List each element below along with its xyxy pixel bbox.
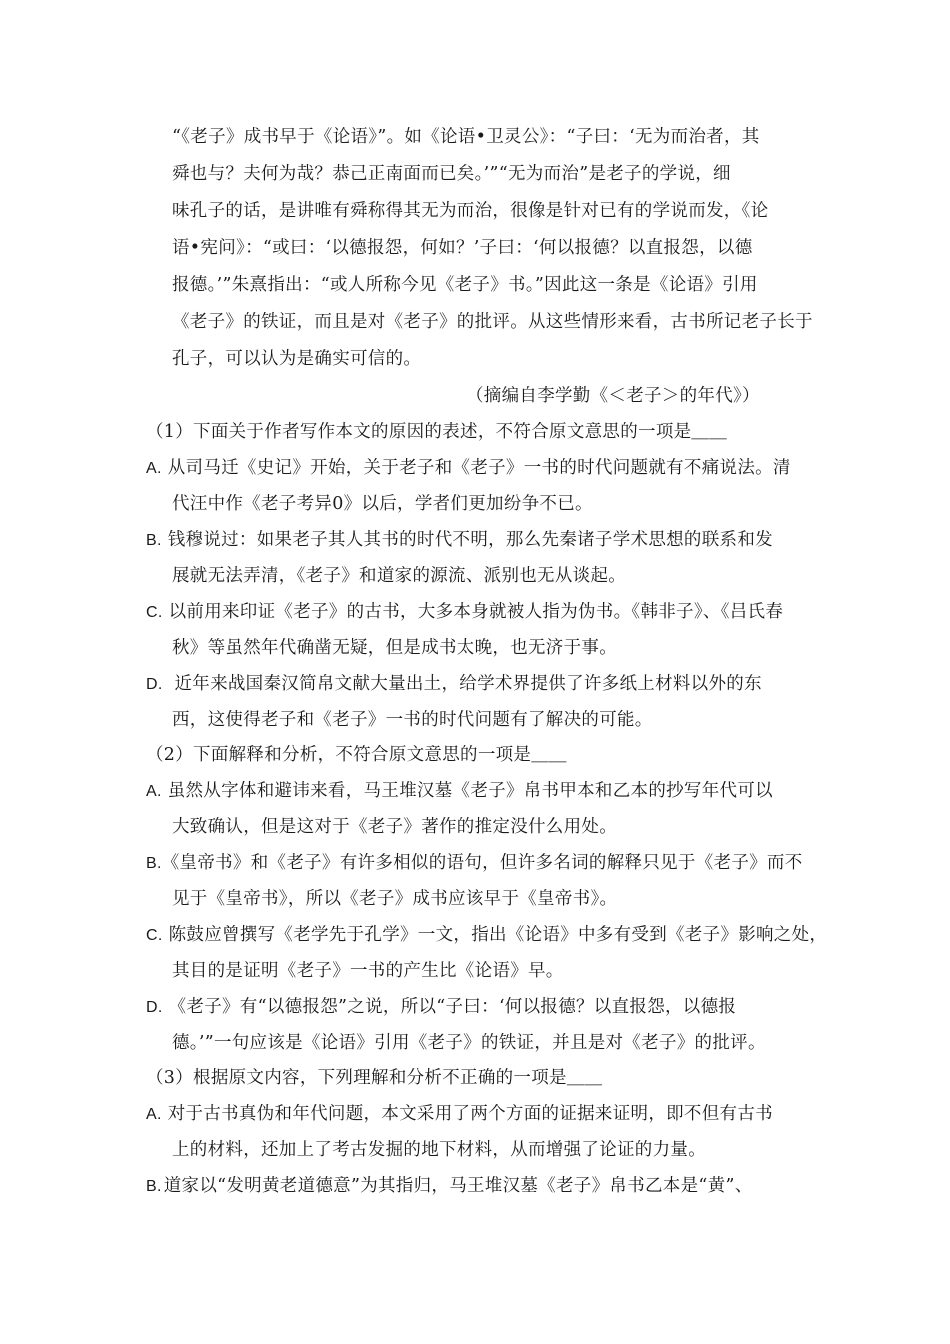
option-text-cont: 大致确认，但是这对于《老子》著作的推定没什么用处。 [172,817,617,837]
option-text: 以前用来印证《老子》的古书，大多本身就被人指为伪书。《韩非子》、《吕氏春 [168,602,784,622]
option-text: 虽然从字体和避讳来看，马王堆汉墓《老子》帛书甲本和乙本的抄写年代可以 [167,781,773,801]
passage-line: 报德。’”朱熹指出：“或人所称今见《老子》书。”因此这一条是《论语》引用 [172,275,758,295]
option-text-cont: 德。’”一句应该是《论语》引用《老子》的铁证，并且是对《老子》的批评。 [172,1033,766,1053]
passage-source: （摘编自李学勤《＜老子＞的年代》） [466,386,760,406]
option-text-cont: 其目的是证明《老子》一书的产生比《论语》早。 [172,961,564,981]
option-c [146,600,783,625]
passage-line: 孔子，可以认为是确实可信的。 [172,349,422,369]
passage-line: 《老子》的铁证，而且是对《老子》的批评。从这些情形来看，古书所记老子长于 [172,312,813,332]
question-stem: （3）根据原文内容，下列理解和分析不正确的一项是＿＿ [146,1068,603,1088]
option-b [146,851,803,876]
option-text-cont: 展就无法弄清，《老子》和道家的源流、派别也无从谈起。 [172,566,627,586]
option-letter: D. [146,999,163,1016]
option-letter: B. [146,855,162,872]
option-d [146,672,762,697]
option-a [146,1102,773,1127]
option-text: 《皇帝书》和《老子》有许多相似的语句，但许多名词的解释只见于《老子》而不 [161,853,803,873]
question-stem: （2）下面解释和分析，不符合原文意思的一项是＿＿ [146,745,567,765]
option-c [146,923,827,948]
passage-line: 语•宪问》：“或曰：‘以德报怨，何如？’子曰：‘何以报德？以直报怨，以德 [172,238,753,258]
option-letter: D. [146,676,163,693]
option-text-cont: 见于《皇帝书》，所以《老子》成书应该早于《皇帝书》。 [172,889,618,909]
option-letter: B. [146,532,162,549]
option-letter: A. [146,1106,162,1123]
option-b [146,1174,753,1199]
option-d [146,995,736,1020]
option-text-cont: 秋》等虽然年代确凿无疑，但是成书太晚，也无济于事。 [172,638,617,658]
option-letter: A. [146,783,162,800]
option-text: 近年来战国秦汉简帛文献大量出土，给学术界提供了许多纸上材料以外的东 [168,674,762,694]
option-letter: C. [146,604,163,621]
option-text-cont: 代汪中作《老子考异0》以后，学者们更加纷争不已。 [172,494,593,514]
option-text-cont: 西，这使得老子和《老子》一书的时代问题有了解决的可能。 [172,710,653,730]
option-letter: C. [146,927,163,944]
option-letter: B. [146,1178,162,1195]
option-a [146,779,773,804]
option-a [146,456,791,481]
option-text: 陈鼓应曾撰写《老学先于孔学》一文，指出《论语》中多有受到《老子》影响之处， [168,925,828,945]
option-letter: A. [146,460,162,477]
option-b [146,528,773,553]
option-text: 道家以“发明黄老道德意”为其指归，马王堆汉墓《老子》帛书乙本是“黄”、 [163,1176,753,1196]
option-text: 从司马迁《史记》开始，关于老子和《老子》一书的时代问题就有不痛说法。清 [167,458,791,478]
passage-line: 味孔子的话，是讲唯有舜称得其无为而治，很像是针对已有的学说而发，《论 [172,201,769,221]
question-stem: （1）下面关于作者写作本文的原因的表述，不符合原文意思的一项是＿＿ [146,422,728,442]
option-text-cont: 上的材料，还加上了考古发掘的地下材料，从而增强了论证的力量。 [172,1140,706,1160]
option-text: 对于古书真伪和年代问题，本文采用了两个方面的证据来证明，即不但有古书 [167,1104,773,1124]
option-text: 《老子》有“以德报怨”之说，所以“子曰：‘何以报德？以直报怨，以德报 [168,997,737,1017]
option-text: 钱穆说过：如果老子其人其书的时代不明，那么先秦诸子学术思想的联系和发 [167,530,773,550]
passage-line: 舜也与？夫何为哉？恭己正南面而已矣。’”“无为而治”是老子的学说，细 [172,164,731,184]
passage-line: “《老子》成书早于《论语》”。如《论语•卫灵公》：“子曰：‘无为而治者，其 [172,127,760,147]
